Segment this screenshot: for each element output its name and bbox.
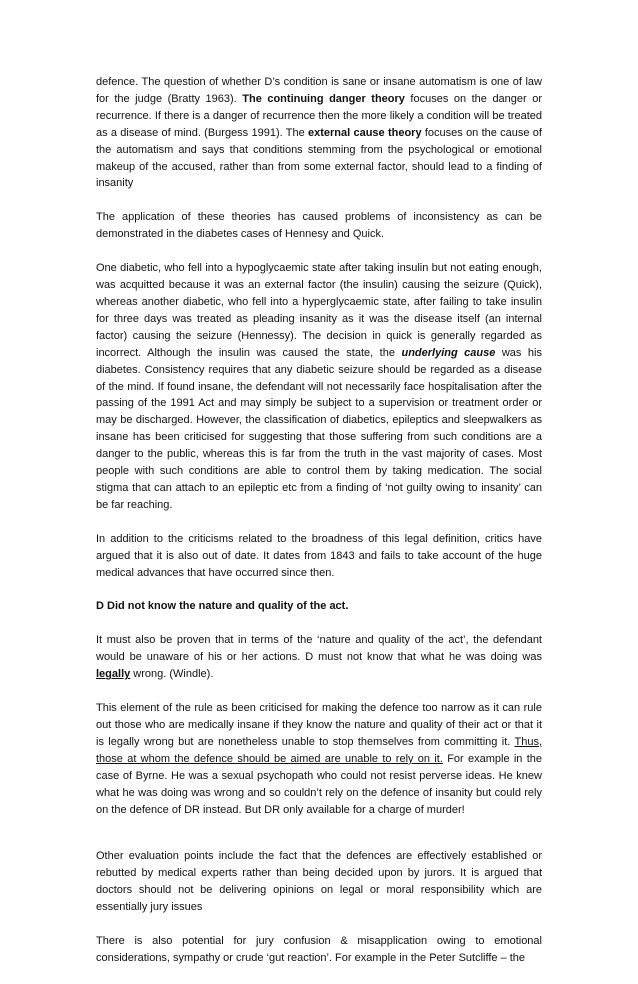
paragraph-nature-quality — [96, 632, 542, 683]
text-run: This element of the rule as been criticised for making the defence too narrow as it can rule out those who are medically insane if they know the nature and quality of their act or that it is legally wrong but are nonetheless unable to stop themselves from committing it. — [96, 702, 542, 748]
underlined-sentence: Thus, those at whom the defence should be aimed are unable to rely on it. — [96, 735, 542, 765]
text-run: focuses on the cause of the automatism and says that conditions stemming from the psychological or emotional makeup of the accused, rather than from some external factor, should lead to a finding of insanity — [96, 126, 542, 190]
paragraph-criticism-narrow — [96, 700, 542, 818]
emphasis-legally: legally — [96, 668, 131, 681]
paragraph-jury-confusion: There is also potential for jury confusion & misapplication owing to emotional considerations, sympathy or crude ‘gut reaction’. For example in the Peter Sutcliffe – the — [96, 935, 542, 964]
text-run: wrong. (Windle). — [130, 668, 214, 681]
text-run: focuses on the danger or recurrence. If there is a danger of recurrence then the more likely a condition will be treated as a disease of mind. (Burgess 1991). The — [96, 92, 542, 139]
bold-term-continuing-danger: The continuing danger theory — [242, 92, 405, 105]
document-page — [96, 74, 542, 984]
paragraph-inconsistency: The application of these theories has caused problems of inconsistency as can be demonstrated in the diabetes cases of Hennesy and Quick. — [96, 211, 542, 241]
paragraph-automatism-theories — [96, 74, 542, 192]
text-run: For example in the case of Byrne. He was a sexual psychopath who could not resist perverse ideas. He knew what he was doing was wrong and so couldn’t rely on the defence of insanity but could rely on the defence of DR instead. But DR only available for a charge of murder! — [96, 752, 543, 816]
paragraph-medical-experts: Other evaluation points include the fact that the defences are effectively established or rebutted by medical experts rather than being decided upon by jurors. It is argued that doctors should not be delivering opinions on legal or moral responsibility which are essentially jury issues — [96, 850, 542, 914]
bold-term-external-cause: external cause theory — [308, 126, 422, 139]
paragraph-diabetic-cases — [96, 260, 542, 514]
text-run: One diabetic, who fell into a hypoglycaemic state after taking insulin but not eating enough, was acquitted because it was an external factor (the insulin) causing the seizure (Quick), whereas another diabetic, who fell into a hyperglycaemic state, after failing to take insulin for three days was treated as pleading insanity as it was the disease itself (an internal factor) causing the seizure (Hennessy). The decision in quick is generally regarded as incorrect. Although the insulin was caused the state, the — [96, 262, 542, 359]
text-run: It must also be proven that in terms of the ‘nature and quality of the act’, the defendant would be unaware of his or her actions. D must not know that what he was doing was — [96, 634, 542, 664]
emphasis-underlying-cause: underlying cause — [401, 346, 496, 359]
section-heading: D Did not know the nature and quality of the act. — [96, 600, 349, 613]
text-run: was his diabetes. Consistency requires that any diabetic seizure should be regarded as a disease of the mind. If found insane, the defendant will not necessarily face hospitalisation after the passing of the 1991 Act and may simply be subject to a supervision or treatment order or may be discharged. However, the classification of diabetics, epileptics and sleepwalkers as insane has been criticised for suggesting that those suffering from such conditions are a danger to the public, whereas this is far from the truth in the vast majority of cases. Most people with such conditions are able to control them by taking medication. The social stigma that can attach to an epileptic etc from a finding of ‘not guilty owing to insanity’ can be far reaching. — [96, 346, 542, 511]
paragraph-out-of-date: In addition to the criticisms related to the broadness of this legal definition, critics have argued that it is also out of date. It dates from 1843 and fails to take account of the huge medical advances that have occurred since then. — [96, 532, 542, 579]
text-run: defence. The question of whether D’s condition is sane or insane automatism is one of law for the judge (Bratty 1963). — [96, 76, 542, 105]
